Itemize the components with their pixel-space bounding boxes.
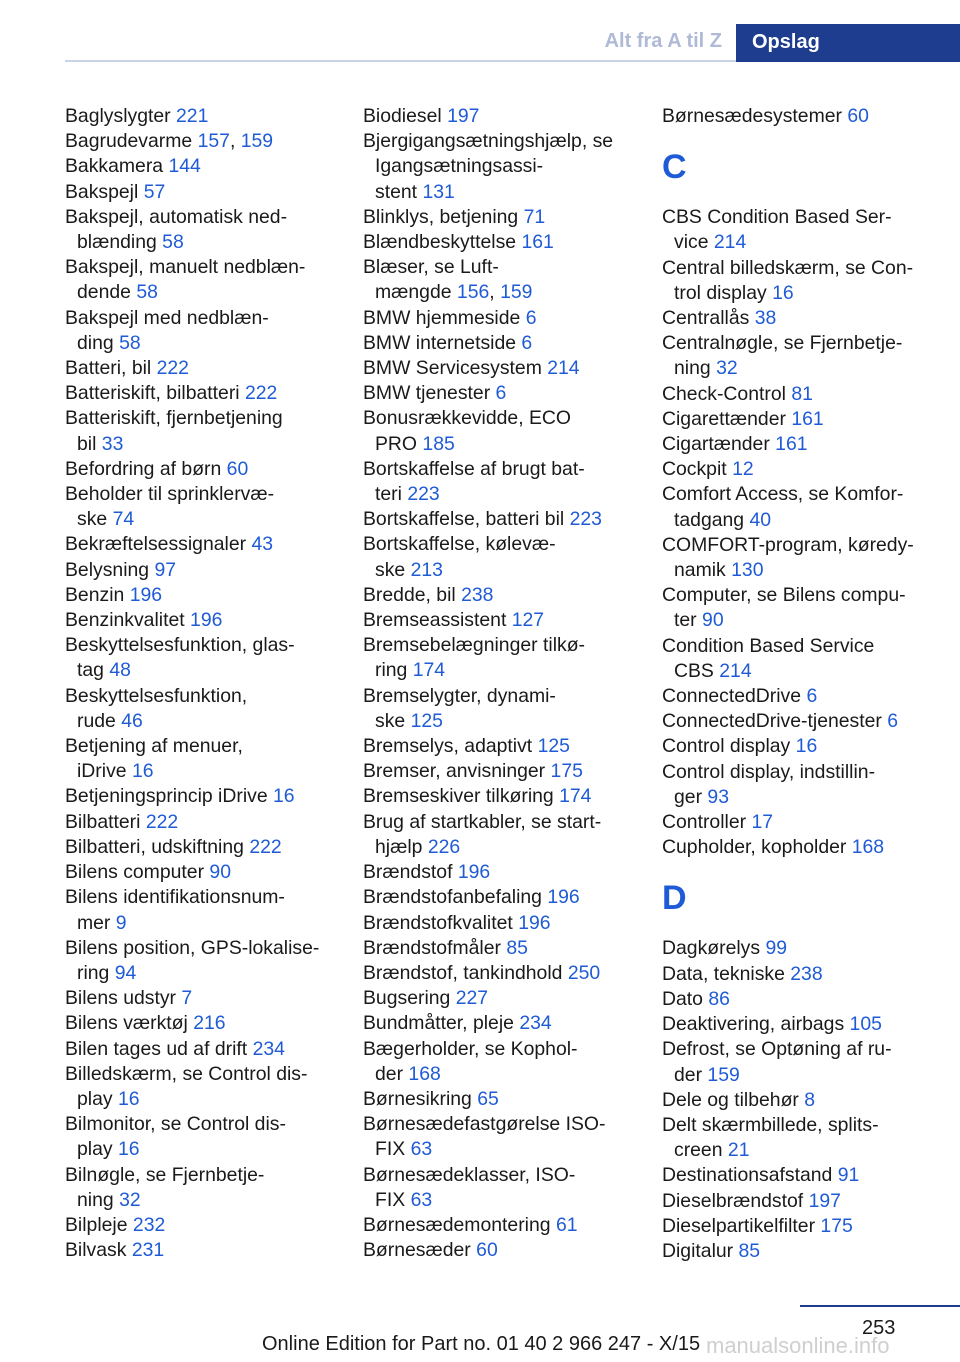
page-link[interactable]: 16 <box>117 1138 140 1161</box>
page-link[interactable]: 185 <box>422 432 455 455</box>
index-entry: Deaktivering, airbags 105 <box>662 1013 882 1036</box>
page-link[interactable]: 125 <box>410 709 443 732</box>
index-entry: Bakspejl, manuelt nedblæn‐ dende 58 <box>65 256 306 304</box>
page-link[interactable]: 222 <box>156 357 189 380</box>
page-link[interactable]: 6 <box>521 331 533 354</box>
index-entry: Betjening af menuer, iDrive 16 <box>65 735 243 783</box>
index-entry: Brændstof 196 <box>363 861 491 884</box>
page-link[interactable]: 85 <box>506 936 528 959</box>
index-entry: Data, tekniske 238 <box>662 962 823 985</box>
page-link[interactable]: 226 <box>427 835 461 858</box>
page-link[interactable]: 159 <box>500 281 533 304</box>
page-link[interactable]: 99 <box>765 937 788 960</box>
page-link[interactable]: 21 <box>727 1139 750 1162</box>
page-link[interactable]: 40 <box>749 508 772 531</box>
page-link[interactable]: 161 <box>791 407 824 430</box>
index-column-1 <box>65 104 340 1263</box>
index-entry: Beskyttelsesfunktion, glas‐ tag 48 <box>65 634 295 682</box>
page-link[interactable]: 131 <box>422 180 455 203</box>
watermark: manualsonline.info <box>706 1333 890 1358</box>
section-letter: C <box>662 148 687 187</box>
index-entry: Bakspejl 57 <box>65 180 166 203</box>
index-entry: Belysning 97 <box>65 558 177 581</box>
page-link[interactable]: 60 <box>476 1239 498 1262</box>
index-entry: Central billedskærm, se Con‐ trol display 16 <box>662 256 914 304</box>
page-link[interactable]: 168 <box>851 836 885 859</box>
page-link[interactable]: 223 <box>569 508 602 531</box>
page-link[interactable]: 91 <box>837 1164 860 1187</box>
index-entry: Betjeningsprincip iDrive 16 <box>65 785 295 808</box>
page-link[interactable]: 161 <box>521 231 554 254</box>
page-link[interactable]: 222 <box>145 810 179 833</box>
page-link[interactable]: 60 <box>847 105 869 127</box>
page-link[interactable]: 214 <box>713 231 747 254</box>
index-entry: Bilens udstyr 7 <box>65 987 193 1010</box>
index-entry: Bilens identifikationsnum‐ mer 9 <box>65 886 285 934</box>
index-entry: Benzinkvalitet 196 <box>65 609 223 632</box>
page-link[interactable]: 43 <box>251 533 274 556</box>
page-link[interactable]: 238 <box>790 962 823 985</box>
index-entry: Bakspejl med nedblæn‐ ding 58 <box>65 306 269 354</box>
page-link[interactable]: 197 <box>808 1189 841 1212</box>
page-link[interactable]: 6 <box>525 306 537 329</box>
page-link[interactable]: 38 <box>754 307 777 330</box>
index-entry: Check-Control 81 <box>662 382 813 405</box>
index-entry: Billedskærm, se Control dis‐ play 16 <box>65 1062 308 1110</box>
index-entry: Bilbatteri 222 <box>65 810 179 833</box>
page-link[interactable]: 71 <box>523 205 546 228</box>
index-entry: Baglyslygter 221 <box>65 105 209 127</box>
index-entry: Cigarettænder 161 <box>662 407 824 430</box>
index-entry: Batteriskift, bilbatteri 222 <box>65 382 278 405</box>
footer-rule <box>800 1305 960 1307</box>
page-link[interactable]: 6 <box>806 685 818 708</box>
page-link[interactable]: 16 <box>795 735 818 758</box>
index-entry: Bortskaffelse, kølevæ‐ ske 213 <box>363 533 556 581</box>
index-entry: Brændstofanbefaling 196 <box>363 886 580 909</box>
page-link[interactable]: 61 <box>555 1213 578 1236</box>
page-link[interactable]: 97 <box>154 558 177 581</box>
page-link[interactable]: 250 <box>567 961 601 984</box>
header-section-title: Alt fra A til Z <box>604 30 722 52</box>
page-link[interactable]: 216 <box>193 1012 226 1035</box>
page-link[interactable]: 196 <box>457 861 491 884</box>
page-link[interactable]: 90 <box>702 609 724 632</box>
index-entry: Centrallås 38 <box>662 307 777 330</box>
index-entry: Blændbeskyttelse 161 <box>363 231 554 254</box>
page-link[interactable]: 16 <box>273 785 295 808</box>
page-link[interactable]: 232 <box>132 1213 166 1236</box>
index-entry: Bremseassistent 127 <box>363 609 545 632</box>
index-entry: Børnesædemontering 61 <box>363 1213 578 1236</box>
page-link[interactable]: 9 <box>115 911 127 934</box>
page-link[interactable]: 16 <box>131 760 154 783</box>
page-link[interactable]: 90 <box>209 861 231 884</box>
index-entry: Bilpleje 232 <box>65 1213 166 1236</box>
index-entry: Børnesikring 65 <box>363 1087 499 1110</box>
index-entry: Cockpit 12 <box>662 458 754 481</box>
index-entry: Bagrudevarme 157, 159 <box>65 130 274 153</box>
index-entry: Bilmonitor, se Control dis‐ play 16 <box>65 1113 286 1161</box>
page-link[interactable]: 58 <box>119 331 141 354</box>
page-link[interactable]: 105 <box>849 1013 882 1036</box>
index-entry: Bremseskiver tilkøring 174 <box>363 785 592 808</box>
index-entry: Bundmåtter, pleje 234 <box>363 1012 552 1035</box>
page-link[interactable]: 214 <box>547 357 580 380</box>
page-link[interactable]: 175 <box>820 1214 853 1237</box>
index-entry: Control display, indstillin‐ ger 93 <box>662 760 876 808</box>
page-link[interactable]: 93 <box>707 785 729 808</box>
index-entry: Bilvask 231 <box>65 1239 165 1262</box>
index-entry: Control display 16 <box>662 735 818 758</box>
index-entry: Bakspejl, automatisk ned‐ blænding 58 <box>65 205 288 254</box>
index-entry: Børnesædefastgørelse ISO- FIX 63 <box>363 1113 606 1161</box>
index-entry: Benzin 196 <box>65 583 163 606</box>
index-entry: BMW hjemmeside 6 <box>363 306 537 329</box>
page-link[interactable]: 197 <box>447 105 480 127</box>
page-link[interactable]: 221 <box>176 105 209 127</box>
index-entry: Computer, se Bilens compu‐ ter 90 <box>662 584 906 632</box>
index-entry: Dato 86 <box>662 987 730 1010</box>
page-link[interactable]: 6 <box>495 382 507 405</box>
page-link[interactable]: 125 <box>537 735 570 758</box>
page-link[interactable]: 174 <box>559 785 592 808</box>
index-entry: Brændstof, tankindhold 250 <box>363 961 601 984</box>
index-entry: Defrost, se Optøning af ru‐ der 159 <box>662 1038 892 1086</box>
index-entry: Biodiesel 197 <box>363 105 480 127</box>
page-link[interactable]: 65 <box>477 1087 499 1110</box>
page-link[interactable]: 63 <box>410 1138 433 1161</box>
index-entry: Bilbatteri, udskiftning 222 <box>65 835 282 858</box>
page-link[interactable]: 238 <box>461 583 494 606</box>
index-entry: Delt skærmbillede, splits‐ creen 21 <box>662 1113 879 1162</box>
index-entry: Cigartænder 161 <box>662 433 808 456</box>
page-link[interactable]: 168 <box>408 1062 441 1085</box>
index-entry: Bortskaffelse, batteri bil 223 <box>363 508 602 531</box>
index-entry: BMW tjenester 6 <box>363 382 507 405</box>
index-entry: Cupholder, kopholder 168 <box>662 836 885 859</box>
page-link[interactable]: 85 <box>738 1239 761 1262</box>
page-link[interactable]: 58 <box>136 281 158 304</box>
index-entry: Comfort Access, se Komfor‐ tadgang 40 <box>662 483 904 531</box>
page-link[interactable]: 8 <box>804 1088 816 1111</box>
page-link[interactable]: 196 <box>547 886 580 909</box>
page-link[interactable]: 12 <box>732 458 754 481</box>
index-entry: Brug af startkabler, se start‐ hjælp 226 <box>363 810 602 858</box>
index-entry: Bekræftelsessignaler 43 <box>65 533 274 556</box>
index-entry: Bilen tages ud af drift 234 <box>65 1037 285 1060</box>
index-entry: Beskyttelsesfunktion, rude 46 <box>65 684 248 732</box>
edition-text: Online Edition for Part no. 01 40 2 966 247 - X/15 <box>262 1333 701 1355</box>
index-entry: Bugsering 227 <box>363 987 489 1010</box>
page-link[interactable]: 227 <box>455 987 489 1010</box>
page-link[interactable]: 231 <box>131 1239 165 1262</box>
page-number: 253 <box>862 1317 896 1339</box>
index-entry: Bilnøgle, se Fjernbetje‐ ning 32 <box>65 1163 265 1211</box>
page-link[interactable]: 74 <box>112 508 135 531</box>
page-link[interactable]: 222 <box>244 382 278 405</box>
page-link[interactable]: 234 <box>519 1012 552 1035</box>
index-entry: ConnectedDrive 6 <box>662 685 818 708</box>
index-entry: Batteriskift, fjernbetjening bil 33 <box>65 407 283 455</box>
index-entry: Bonusrækkevidde, ECO PRO 185 <box>363 407 572 455</box>
index-entry: Batteri, bil 222 <box>65 357 189 380</box>
page-link[interactable]: 57 <box>143 180 166 203</box>
index-entry: Blæser, se Luft‐ mængde 156, 159 <box>363 256 533 304</box>
index-entry: Dagkørelys 99 <box>662 937 788 960</box>
index-entry: Bremselygter, dynami‐ ske 125 <box>363 684 556 732</box>
index-entry: Børnesædeklasser, ISO- FIX 63 <box>363 1163 576 1211</box>
index-entry: Bilens værktøj 216 <box>65 1012 226 1035</box>
page-link[interactable]: 223 <box>407 483 440 506</box>
page-link[interactable]: 46 <box>121 709 143 732</box>
index-entry: ConnectedDrive-tjenester 6 <box>662 710 899 733</box>
section-letter: D <box>662 879 687 918</box>
page-link[interactable]: 32 <box>119 1188 141 1211</box>
index-entry: Bægerholder, se Kophol‐ der 168 <box>363 1037 578 1085</box>
index-entry: Bilens position, GPS-lokalise‐ ring 94 <box>65 936 320 984</box>
index-entry: Condition Based Service CBS 214 <box>662 634 875 682</box>
page-link[interactable]: 58 <box>162 231 184 254</box>
page-link[interactable]: 175 <box>550 760 583 783</box>
index-entry: Børnesædesystemer 60 <box>662 105 869 127</box>
index-entry: Bilens computer 90 <box>65 861 231 884</box>
page-link[interactable]: 32 <box>716 357 738 380</box>
index-entry: Bjergigangsætningshjælp, se Igangsætningsassi‐ stent 131 <box>363 130 614 203</box>
index-entry: BMW internetside 6 <box>363 331 533 354</box>
page-link[interactable]: 161 <box>775 433 808 456</box>
index-entry: Befordring af børn 60 <box>65 457 249 480</box>
index-entry: Bremser, anvisninger 175 <box>363 760 583 783</box>
page-link[interactable]: 156 <box>456 281 490 304</box>
page-link[interactable]: 17 <box>751 811 774 834</box>
index-entry: COMFORT-program, køredy‐ namik 130 <box>662 533 914 582</box>
page-link[interactable]: 234 <box>252 1037 285 1060</box>
page-link[interactable]: 196 <box>129 583 163 606</box>
index-entry: Digitalur 85 <box>662 1239 761 1262</box>
page-link[interactable]: 81 <box>791 382 813 405</box>
page-link[interactable]: 174 <box>412 659 446 682</box>
page-link[interactable]: 86 <box>708 987 730 1010</box>
page-link[interactable]: 48 <box>109 659 131 682</box>
index-entry: Bremsebelægninger tilkø‐ ring 174 <box>363 634 585 682</box>
index-entry: Børnesæder 60 <box>363 1239 498 1262</box>
index-entry: Dieselbrændstof 197 <box>662 1189 841 1212</box>
page-link[interactable]: 16 <box>117 1087 140 1110</box>
page-link[interactable]: 63 <box>410 1188 433 1211</box>
index-entry: CBS Condition Based Ser‐ vice 214 <box>662 206 892 254</box>
page-link[interactable]: 159 <box>240 130 274 153</box>
page-link[interactable]: 94 <box>114 961 137 984</box>
page-link[interactable]: 213 <box>410 558 443 581</box>
page-link[interactable]: 60 <box>226 457 249 480</box>
index-entry: Bredde, bil 238 <box>363 583 494 606</box>
index-entry: Controller 17 <box>662 811 774 834</box>
index-entry: Beholder til sprinklervæ‐ ske 74 <box>65 483 275 531</box>
index-column-2 <box>363 104 638 1263</box>
index-entry: Bortskaffelse af brugt bat‐ teri 223 <box>363 457 585 506</box>
page-link[interactable]: 144 <box>168 155 201 178</box>
page-link[interactable]: 130 <box>731 559 764 582</box>
index-entry: Destinationsafstand 91 <box>662 1164 860 1187</box>
page-link[interactable]: 157 <box>197 130 230 153</box>
page-link[interactable]: 196 <box>518 911 551 934</box>
index-entry: Bremselys, adaptivt 125 <box>363 735 570 758</box>
index-entry: Dele og tilbehør 8 <box>662 1088 816 1111</box>
page-link[interactable]: 214 <box>719 659 752 682</box>
page-link[interactable]: 7 <box>181 987 193 1010</box>
index-entry: Blinklys, betjening 71 <box>363 205 546 228</box>
page-link[interactable]: 33 <box>101 432 124 455</box>
index-entry: Dieselpartikelfilter 175 <box>662 1214 853 1237</box>
index-entry: Brændstofmåler 85 <box>363 936 528 959</box>
page-link[interactable]: 16 <box>772 281 794 304</box>
header-tab-opslag[interactable]: Opslag <box>736 24 960 62</box>
page-link[interactable]: 222 <box>249 835 282 858</box>
page-link[interactable]: 127 <box>511 609 545 632</box>
index-entry: BMW Servicesystem 214 <box>363 357 580 380</box>
index-column-3 <box>662 104 952 1264</box>
page-link[interactable]: 159 <box>707 1063 740 1086</box>
index-entry: Brændstofkvalitet 196 <box>363 911 551 934</box>
page-link[interactable]: 6 <box>887 710 899 733</box>
index-entry: Centralnøgle, se Fjernbetje‐ ning 32 <box>662 332 903 380</box>
page-link[interactable]: 196 <box>190 609 223 632</box>
index-entry: Bakkamera 144 <box>65 155 201 178</box>
